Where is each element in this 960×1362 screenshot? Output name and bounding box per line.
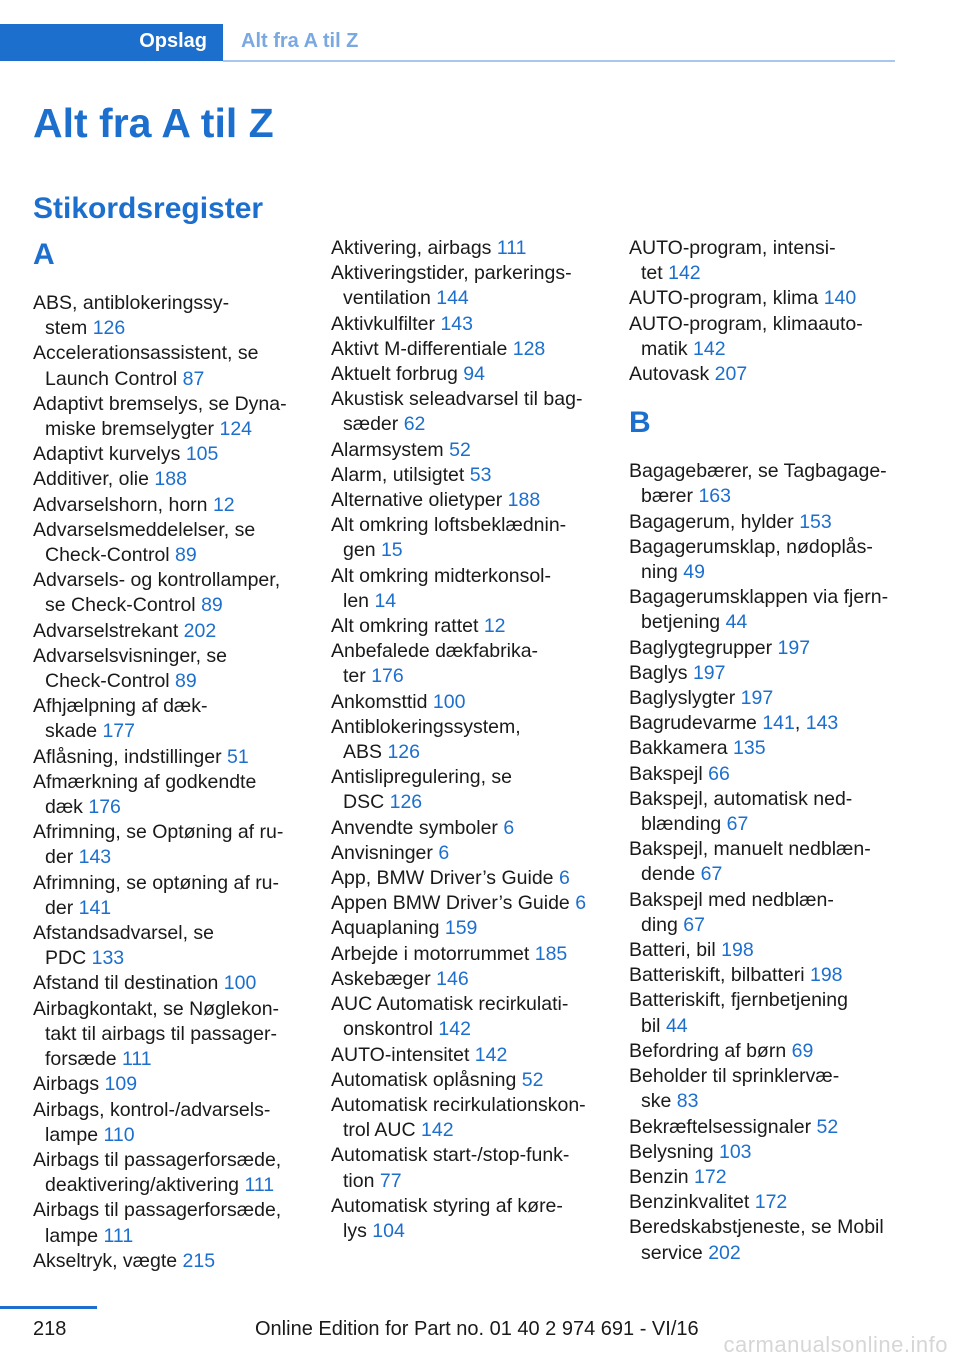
page-ref-link[interactable]: 172 bbox=[694, 1165, 727, 1188]
index-entry-text: AUC Automatisk recirkulati- bbox=[331, 993, 569, 1016]
page-ref-link[interactable]: 6 bbox=[558, 867, 570, 890]
page-ref-link[interactable]: 124 bbox=[219, 418, 253, 441]
index-entry-text: skade bbox=[45, 720, 103, 743]
index-entry bbox=[331, 916, 606, 941]
index-entry bbox=[629, 236, 904, 286]
page-ref-link[interactable]: 62 bbox=[403, 413, 426, 436]
page-ref-link[interactable]: 12 bbox=[483, 615, 506, 638]
index-entry-text: Bagagerum, hylder bbox=[629, 510, 800, 533]
index-entry bbox=[629, 963, 904, 988]
index-entry-text: Advarselsvisninger, se bbox=[33, 644, 228, 667]
page-ref-link[interactable]: 53 bbox=[469, 463, 492, 486]
index-entry-text: Anvendte symboler bbox=[331, 816, 504, 839]
index-entry-text: Bakspejl bbox=[629, 762, 709, 785]
page-title: Alt fra A til Z bbox=[33, 100, 274, 146]
index-entry-text: miske bremselygter bbox=[45, 418, 220, 441]
index-entry bbox=[33, 1148, 308, 1198]
index-entry-text: Appen BMW Driver’s Guide bbox=[331, 892, 576, 915]
page-ref-link[interactable]: 142 bbox=[693, 337, 726, 360]
index-entry bbox=[33, 644, 308, 694]
index-entry-text: onskontrol bbox=[343, 1018, 439, 1041]
index-entry-text: Akseltryk, vægte bbox=[33, 1249, 183, 1272]
index-entry bbox=[331, 438, 606, 463]
index-entry-text: ABS, antiblokeringssy- bbox=[33, 292, 230, 314]
index-entry-text: betjening bbox=[641, 611, 726, 634]
page-ref-link[interactable]: 100 bbox=[223, 972, 257, 995]
index-entry-text: Additiver, olie bbox=[33, 468, 155, 491]
index-entry bbox=[33, 1072, 308, 1097]
index-entry-text: Advarselshorn, horn bbox=[33, 493, 213, 516]
index-entry-text: Bakkamera bbox=[629, 737, 734, 760]
index-entry bbox=[629, 312, 904, 362]
index-entry bbox=[33, 745, 308, 770]
index-entry-text: tet bbox=[641, 262, 669, 285]
page-ref-link[interactable]: 128 bbox=[512, 337, 546, 360]
page-ref-link[interactable]: 144 bbox=[436, 287, 469, 310]
index-entry bbox=[33, 619, 308, 644]
index-entry bbox=[331, 1068, 606, 1093]
index-entry bbox=[629, 762, 904, 787]
page-ref-link[interactable]: 202 bbox=[708, 1241, 741, 1264]
index-entry-text: Afstand til destination bbox=[33, 972, 224, 995]
page-ref-link[interactable]: 89 bbox=[175, 544, 197, 567]
index-entry-text: tion bbox=[343, 1169, 380, 1192]
page-ref-link[interactable]: 143 bbox=[805, 712, 839, 735]
page-ref-link[interactable]: 142 bbox=[421, 1119, 454, 1142]
index-entry-text: Askebæger bbox=[331, 967, 437, 990]
index-entry bbox=[331, 715, 606, 765]
index-entry-text: stem bbox=[45, 317, 93, 340]
index-entry bbox=[33, 770, 308, 820]
index-entry-text: Advarsels- og kontrollamper, bbox=[33, 569, 281, 592]
index-entry-text: bærer bbox=[641, 485, 699, 508]
page-ref-link[interactable]: 51 bbox=[227, 745, 249, 768]
index-entry-text: AUTO-intensitet bbox=[331, 1043, 475, 1066]
page-ref-link[interactable]: 77 bbox=[379, 1169, 402, 1192]
index-entry-text: Advarselstrekant bbox=[33, 619, 184, 642]
index-entry bbox=[331, 891, 606, 916]
index-entry bbox=[33, 341, 308, 391]
index-entry bbox=[629, 510, 904, 535]
page-ref-link[interactable]: 135 bbox=[733, 737, 766, 760]
page-ref-link[interactable]: 111 bbox=[103, 1224, 134, 1247]
index-entry-text: Check-Control bbox=[45, 670, 176, 693]
index-entry bbox=[629, 535, 904, 585]
header-bar bbox=[0, 0, 960, 62]
page-ref-link[interactable]: 12 bbox=[212, 493, 235, 516]
index-entry-text: Bagrudevarme bbox=[629, 712, 763, 735]
index-entry-text: Aquaplaning bbox=[331, 917, 445, 940]
breadcrumb[interactable]: Alt fra A til Z bbox=[241, 30, 359, 52]
index-entry-text: Baglys bbox=[629, 661, 693, 684]
index-entry bbox=[629, 938, 904, 963]
index-entry bbox=[33, 871, 308, 921]
index-column-2 bbox=[331, 236, 606, 1244]
page-ref-link[interactable]: 100 bbox=[432, 690, 466, 713]
index-entry bbox=[629, 286, 904, 311]
index-entry-text: blænding bbox=[641, 813, 727, 836]
index-entry-text: Anvisninger bbox=[331, 841, 439, 864]
index-entry-text: sæder bbox=[343, 413, 404, 436]
page-ref-link[interactable]: 153 bbox=[799, 510, 832, 533]
index-entry bbox=[331, 337, 606, 362]
index-entry-text: Bagagebærer, se Tagbagage- bbox=[629, 460, 887, 483]
page-ref-link[interactable]: 126 bbox=[389, 791, 423, 814]
index-entry-text: Airbags til passagerforsæde, bbox=[33, 1148, 282, 1171]
index-entry-text: Afrimning, se optøning af ru- bbox=[33, 871, 280, 894]
index-entry-text: Befordring af børn bbox=[629, 1039, 792, 1062]
index-column-1 bbox=[33, 236, 308, 1274]
index-entry bbox=[629, 837, 904, 887]
index-entry-text: Benzin bbox=[629, 1165, 695, 1188]
index-entry bbox=[33, 493, 308, 518]
index-entry-text: Airbags bbox=[33, 1073, 105, 1096]
index-entry bbox=[331, 614, 606, 639]
page-ref-link[interactable]: 140 bbox=[823, 287, 857, 310]
index-entry bbox=[33, 467, 308, 492]
index-entry bbox=[629, 1115, 904, 1140]
index-entry-text: ding bbox=[641, 913, 684, 936]
page-ref-link[interactable]: 172 bbox=[754, 1191, 788, 1214]
index-entry bbox=[331, 866, 606, 891]
index-entry-text: Baglygtegrupper bbox=[629, 636, 778, 659]
index-entry-text: Automatisk recirkulationskon- bbox=[331, 1093, 586, 1116]
index-entry-text: Aktiveringstider, parkerings- bbox=[331, 262, 572, 285]
page-ref-link[interactable]: 126 bbox=[387, 741, 420, 764]
page-ref-link[interactable]: 188 bbox=[507, 489, 541, 512]
index-entry-text: Aktivt M-differentiale bbox=[331, 337, 513, 360]
page-ref-link[interactable]: 197 bbox=[777, 636, 811, 659]
index-entry-text: Automatisk styring af køre- bbox=[331, 1194, 563, 1217]
index-entry bbox=[33, 392, 308, 442]
page-ref-link[interactable]: 177 bbox=[102, 720, 135, 743]
footer-edition: Online Edition for Part no. 01 40 2 974 691 - VI/16 bbox=[255, 1318, 699, 1340]
index-entry-text: lampe bbox=[45, 1224, 104, 1247]
index-entry bbox=[331, 841, 606, 866]
index-entry bbox=[629, 459, 904, 509]
page-ref-link[interactable]: 111 bbox=[121, 1048, 152, 1071]
index-entry-text: Advarselsmeddelelser, se bbox=[33, 518, 256, 541]
index-entry-text: lys bbox=[343, 1219, 373, 1242]
index-entry-text: Ankomsttid bbox=[331, 690, 433, 713]
page-ref-link[interactable]: 197 bbox=[692, 661, 726, 684]
index-entry-text: AUTO-program, klima bbox=[629, 287, 824, 310]
page-ref-link[interactable]: 142 bbox=[668, 262, 701, 285]
index-entry bbox=[331, 816, 606, 841]
index-entry-text: Alt omkring rattet bbox=[331, 615, 484, 638]
page-ref-link[interactable]: 188 bbox=[154, 468, 187, 491]
watermark: carmanualsonline.info bbox=[723, 1332, 948, 1357]
index-entry-text: Check-Control bbox=[45, 544, 176, 567]
index-entry-text: Bakspejl, manuelt nedblæn- bbox=[629, 838, 871, 861]
index-entry bbox=[629, 1039, 904, 1064]
index-entry bbox=[629, 636, 904, 661]
index-entry bbox=[33, 1249, 308, 1274]
page-ref-link[interactable]: 109 bbox=[104, 1073, 138, 1096]
page-ref-link[interactable]: 89 bbox=[201, 594, 223, 617]
index-entry-text: forsæde bbox=[45, 1048, 122, 1071]
index-entry-text: Aflåsning, indstillinger bbox=[33, 745, 228, 768]
page-ref-link[interactable]: 67 bbox=[683, 913, 705, 936]
index-entry-text: service bbox=[641, 1241, 709, 1264]
index-entry bbox=[629, 787, 904, 837]
index-entry-text: deaktivering/aktivering bbox=[45, 1174, 245, 1197]
index-entry bbox=[33, 1198, 308, 1248]
page-ref-link[interactable]: 198 bbox=[721, 939, 754, 962]
index-entry-text: AUTO-program, klimaauto- bbox=[629, 312, 863, 335]
page-ref-link[interactable]: 185 bbox=[534, 942, 568, 965]
index-entry-text: Afmærkning af godkendte bbox=[33, 770, 257, 793]
page-ref-link[interactable]: 146 bbox=[436, 967, 469, 990]
page-ref-link[interactable]: 176 bbox=[371, 665, 404, 688]
index-entry-text: Benzinkvalitet bbox=[629, 1191, 755, 1214]
index-entry bbox=[629, 1140, 904, 1165]
page-ref-link[interactable]: 111 bbox=[244, 1174, 275, 1197]
page-ref-link[interactable]: 49 bbox=[683, 561, 705, 584]
index-entry-text: Antiblokeringssystem, bbox=[331, 715, 521, 738]
page-ref-link[interactable]: 6 bbox=[503, 816, 515, 839]
index-entry-text: Bakspejl, automatisk ned- bbox=[629, 787, 853, 810]
index-letter-heading: A bbox=[33, 238, 55, 271]
page-ref-link[interactable]: 66 bbox=[708, 762, 730, 785]
page-ref-link[interactable]: 89 bbox=[175, 670, 197, 693]
index-entry bbox=[629, 1064, 904, 1114]
index-entry-text: ske bbox=[641, 1090, 677, 1113]
index-entry-text: Adaptivt bremselys, se Dyna- bbox=[33, 392, 287, 415]
index-entry-text: Antislipregulering, se bbox=[331, 766, 513, 789]
index-entry-text: se Check-Control bbox=[45, 594, 202, 617]
index-entry-text: Beholder til sprinklervæ- bbox=[629, 1065, 840, 1088]
index-entry-text: Aktivkulfilter bbox=[331, 312, 441, 335]
index-entry bbox=[331, 639, 606, 689]
index-entry-text: dæk bbox=[45, 796, 89, 819]
index-entry-text: Launch Control bbox=[45, 367, 183, 390]
index-entry bbox=[629, 736, 904, 761]
index-entry-text: Batteriskift, fjernbetjening bbox=[629, 989, 848, 1012]
page-ref-link[interactable]: 141 bbox=[762, 712, 795, 735]
index-entry bbox=[331, 513, 606, 563]
index-entry bbox=[331, 463, 606, 488]
index-entry-text: Airbags, kontrol-/advarsels- bbox=[33, 1098, 271, 1121]
page-ref-link[interactable]: 202 bbox=[183, 619, 217, 642]
index-entry-text: Bagagerumsklappen via fjern- bbox=[629, 586, 889, 609]
index-entry bbox=[331, 312, 606, 337]
index-entry bbox=[33, 1098, 308, 1148]
header-divider bbox=[223, 60, 895, 62]
index-entry-text: Batteriskift, bilbatteri bbox=[629, 964, 810, 987]
page-ref-link[interactable]: 142 bbox=[474, 1043, 508, 1066]
section-tab-label: Opslag bbox=[139, 30, 207, 52]
page-ref-link[interactable]: 207 bbox=[714, 363, 748, 386]
page-ref-link[interactable]: 87 bbox=[182, 367, 205, 390]
index-entry-text: Afstandsadvarsel, se bbox=[33, 922, 215, 945]
index-entry-text: Akustisk seleadvarsel til bag- bbox=[331, 388, 583, 411]
page-ref-link[interactable]: 141 bbox=[78, 896, 112, 919]
index-entry bbox=[331, 690, 606, 715]
index-entry bbox=[33, 997, 308, 1073]
index-entry-text: der bbox=[45, 896, 79, 919]
index-entry-text: Belysning bbox=[629, 1140, 719, 1163]
index-entry-text: trol AUC bbox=[343, 1119, 422, 1142]
page-ref-link[interactable]: 52 bbox=[449, 438, 471, 461]
index-entry-text: der bbox=[45, 846, 79, 869]
index-entry bbox=[629, 362, 904, 387]
index-entry-text: Beredskabstjeneste, se Mobil bbox=[629, 1216, 884, 1239]
page-ref-link[interactable]: 15 bbox=[380, 539, 403, 562]
index-entry-text: Baglyslygter bbox=[629, 687, 741, 710]
index-entry-text: matik bbox=[641, 337, 694, 360]
index-entry-text: PDC bbox=[45, 947, 92, 970]
index-entry-text: Automatisk start-/stop-funk- bbox=[331, 1144, 570, 1167]
index-entry bbox=[629, 1215, 904, 1265]
index-entry-text: Airbags til passagerforsæde, bbox=[33, 1199, 282, 1222]
page-ref-link[interactable]: 215 bbox=[182, 1249, 216, 1272]
index-entry-text: Bakspejl med nedblæn- bbox=[629, 888, 834, 911]
index-entry bbox=[33, 442, 308, 467]
index-entry-text: len bbox=[343, 589, 375, 612]
index-entry-text: bil bbox=[641, 1014, 666, 1037]
page-ref-link[interactable]: 110 bbox=[103, 1123, 135, 1146]
page-ref-link[interactable]: 6 bbox=[575, 892, 587, 915]
index-entry-text: ter bbox=[343, 665, 372, 688]
page-ref-link[interactable]: 104 bbox=[372, 1219, 405, 1242]
index-entry bbox=[33, 820, 308, 870]
index-entry-text: gen bbox=[343, 539, 381, 562]
index-entry-text: Airbagkontakt, se Nøglekon- bbox=[33, 997, 280, 1020]
page-ref-link[interactable]: 44 bbox=[725, 611, 748, 634]
index-entry bbox=[629, 1190, 904, 1215]
index-entry-text: Batteri, bil bbox=[629, 939, 722, 962]
index-letter-heading: B bbox=[629, 406, 651, 440]
index-entry-text: Anbefalede dækfabrika- bbox=[331, 640, 539, 663]
index-entry-text: Afrimning, se Optøning af ru- bbox=[33, 821, 284, 844]
page-ref-link[interactable]: 143 bbox=[78, 846, 112, 869]
index-entry-text: ning bbox=[641, 561, 684, 584]
index-entry bbox=[331, 765, 606, 815]
index-entry-text: Automatisk oplåsning bbox=[331, 1068, 522, 1091]
page-ref-link[interactable]: 126 bbox=[92, 317, 126, 340]
index-entry-text: ventilation bbox=[343, 287, 437, 310]
index-entry-text: Bekræftelsessignaler bbox=[629, 1115, 817, 1138]
page-ref-link[interactable]: 197 bbox=[740, 687, 774, 710]
index-entry bbox=[629, 686, 904, 711]
page-ref-link[interactable]: 69 bbox=[791, 1039, 814, 1062]
page-ref-link[interactable]: 44 bbox=[665, 1014, 688, 1037]
index-entry bbox=[331, 564, 606, 614]
page-ref-link[interactable]: 67 bbox=[700, 863, 723, 886]
index-entry bbox=[331, 1194, 606, 1244]
page-ref-link[interactable]: 67 bbox=[726, 813, 749, 836]
section-tab[interactable] bbox=[0, 24, 223, 61]
page-ref-link[interactable]: 14 bbox=[374, 589, 397, 612]
index-entry bbox=[629, 1165, 904, 1190]
index-entry bbox=[629, 711, 904, 736]
page-ref-link[interactable]: 159 bbox=[444, 917, 478, 940]
index-entry-text: Bagagerumsklap, nødoplås- bbox=[629, 535, 873, 558]
index-entry-text: lampe bbox=[45, 1123, 104, 1146]
index-entry-text: Alternative olietyper bbox=[331, 489, 508, 512]
index-entry-text: ABS bbox=[343, 741, 388, 764]
index-column-3 bbox=[629, 236, 904, 1266]
index-entry-text: Alarm, utilsigtet bbox=[331, 463, 470, 486]
index-entry bbox=[33, 921, 308, 971]
page-ref-link[interactable]: 83 bbox=[676, 1090, 699, 1113]
index-entry bbox=[331, 942, 606, 967]
index-entry-text: takt til airbags til passager- bbox=[45, 1022, 277, 1045]
page-ref-link[interactable]: 105 bbox=[185, 443, 219, 466]
index-entry bbox=[331, 992, 606, 1042]
index-entry bbox=[331, 261, 606, 311]
index-entry-text: App, BMW Driver’s Guide bbox=[331, 867, 559, 890]
index-entry bbox=[331, 387, 606, 437]
index-entry-text: DSC bbox=[343, 791, 390, 814]
index-entry-text: Autovask bbox=[629, 363, 715, 386]
index-entry-text: Aktuelt forbrug bbox=[331, 363, 464, 386]
page-ref-link[interactable]: 94 bbox=[463, 363, 485, 386]
page-number: 218 bbox=[33, 1318, 67, 1340]
page-ref-separator: , bbox=[794, 712, 806, 735]
index-entry bbox=[331, 362, 606, 387]
index-entry-text: Adaptivt kurvelys bbox=[33, 443, 186, 466]
index-entry-text: AUTO-program, intensi- bbox=[629, 237, 836, 259]
index-entry bbox=[331, 1043, 606, 1068]
section-title: Stikordsregister bbox=[33, 192, 264, 225]
page-ref-link[interactable]: 176 bbox=[88, 796, 121, 819]
index-entry bbox=[629, 585, 904, 635]
index-entry-text: Accelerationsassistent, se bbox=[33, 342, 259, 365]
index-entry bbox=[33, 971, 308, 996]
index-entry-text: Afhjælpning af dæk- bbox=[33, 695, 208, 718]
page-ref-link[interactable]: 163 bbox=[698, 485, 731, 508]
index-entry-text: Alt omkring midterkonsol- bbox=[331, 564, 551, 587]
index-entry-text: Alt omkring loftsbeklædnin- bbox=[331, 514, 567, 537]
index-entry bbox=[331, 488, 606, 513]
page-ref-link[interactable]: 142 bbox=[438, 1018, 471, 1041]
index-entry bbox=[331, 1143, 606, 1193]
index-entry bbox=[331, 967, 606, 992]
index-entry bbox=[629, 988, 904, 1038]
index-entry-text: Arbejde i motorrummet bbox=[331, 942, 535, 965]
page-ref-link[interactable]: 52 bbox=[521, 1068, 544, 1091]
page-ref-link[interactable]: 133 bbox=[91, 947, 125, 970]
page-number-rule bbox=[0, 1306, 97, 1309]
index-entry bbox=[331, 236, 606, 261]
page-ref-link[interactable]: 111 bbox=[496, 237, 527, 259]
index-entry bbox=[33, 694, 308, 744]
index-entry-text: dende bbox=[641, 863, 701, 886]
page-ref-link[interactable]: 143 bbox=[440, 312, 473, 335]
page-ref-link[interactable]: 6 bbox=[438, 841, 450, 864]
page-ref-link[interactable]: 52 bbox=[816, 1115, 839, 1138]
index-entry bbox=[33, 291, 308, 341]
index-entry bbox=[629, 661, 904, 686]
index-entry-text: Aktivering, airbags bbox=[331, 237, 497, 259]
index-entry-text: Alarmsystem bbox=[331, 438, 450, 461]
page-ref-link[interactable]: 103 bbox=[718, 1140, 752, 1163]
index-entry bbox=[33, 568, 308, 618]
index-entry bbox=[331, 1093, 606, 1143]
index-entry bbox=[33, 518, 308, 568]
index-entry bbox=[629, 888, 904, 938]
page-ref-link[interactable]: 198 bbox=[809, 964, 843, 987]
